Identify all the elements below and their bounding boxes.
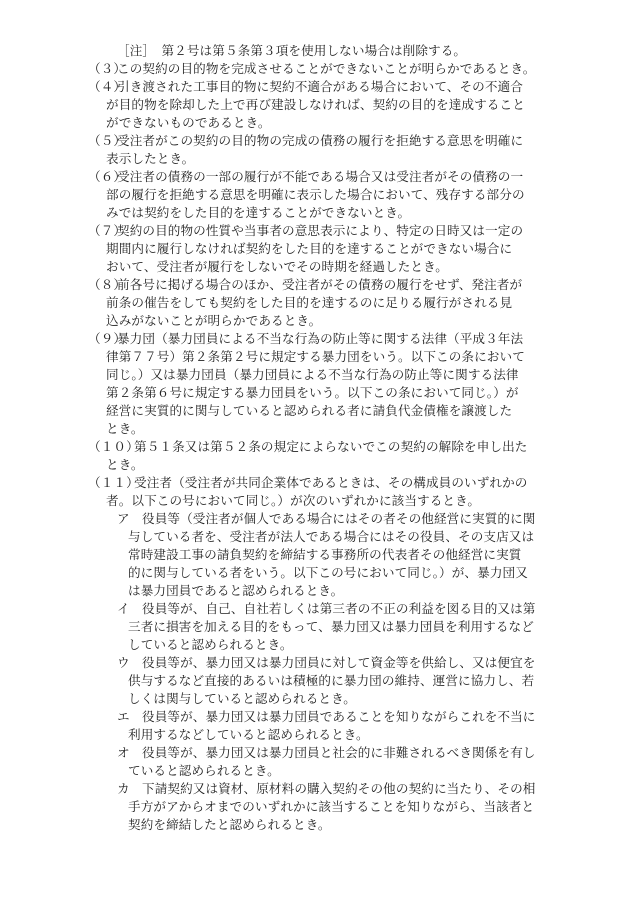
item-text: この契約の目的物を完成させることができないことが明らかであるとき。 [117,61,536,76]
subitem-text: 与している者を、受注者が法人である場合にはその役員、その支店又は [128,529,535,544]
item-text: 者。以下この号において同じ。）が次のいずれかに該当するとき。 [106,493,481,508]
item-number: （９） [88,331,127,346]
subitem-marker: カ [117,781,130,796]
subitem-text: 契約を締結したと認められるとき。 [128,817,331,832]
item-number: （６） [88,169,127,184]
subitem-text: ていると認められるとき。 [128,763,280,778]
item-number: （５） [88,133,127,148]
item-text: 律第７７号）第２条第２号に規定する暴力団をいう。以下この条において [106,349,525,364]
item-text: 部の履行を拒絶する意思を明確に表示した場合において、残存する部分の [106,187,525,202]
subitem-text: は暴力団員であると認められるとき。 [128,583,344,598]
item-text: 契約の目的物の性質や当事者の意思表示により、特定の日時又は一定の [117,223,524,238]
item-text: とき。 [106,457,144,472]
item-text: 暴力団（暴力団員による不当な行為の防止等に関する法律（平成３年法 [117,331,524,346]
item-text: 同じ。）又は暴力団員（暴力団員による不当な行為の防止等に関する法律 [106,367,519,382]
subitem-text: 役員等が、自己、自社若しくは第三者の不正の利益を図る目的又は第 [142,601,536,616]
subitem-text: 三者に損害を加える目的をもって、暴力団又は暴力団員を利用するなど [128,619,534,634]
subitem-marker: イ [117,601,130,616]
subitem-text: しくは関与していると認められるとき。 [128,691,356,706]
item-text: 経営に実質的に関与していると認められる者に請負代金債権を譲渡した [106,403,513,418]
note: ［注］ 第２号は第５条第３項を使用しない場合は削除する。 [117,43,467,58]
subitem-marker: ア [117,511,130,526]
subitem-text: 下請契約又は資材、原材料の購入契約その他の契約に当たり、その相 [142,781,536,796]
item-text: 受注者（受注者が共同企業体であるときは、その構成員のいずれかの [134,475,528,490]
subitem-text: 的に関与している者をいう。以下この号において同じ。）が、暴力団又 [128,565,528,580]
item-number: （８） [88,277,127,292]
item-text: ができないものであるとき。 [106,115,271,130]
subitem-marker: ウ [117,655,130,670]
item-number: （７） [88,223,127,238]
subitem-text: 常時建設工事の請負契約を締結する事務所の代表者その他経営に実質 [128,547,522,562]
item-text: 期間内に履行しなければ契約をした目的を達することができない場合に [106,241,513,256]
subitem-text: 利用するなどしていると認められるとき。 [128,727,369,742]
item-number: （１１） [88,475,139,490]
item-text: が目的物を除却した上で再び建設しなければ、契約の目的を達成すること [106,97,525,112]
subitem-text: していると認められるとき。 [128,637,293,652]
item-number: （４） [88,79,127,94]
item-number: （３） [88,61,127,76]
item-text: 受注者がこの契約の目的物の完成の債務の履行を拒絶する意思を明確に [117,133,524,148]
subitem-text: 供与するなど直接的あるいは積極的に暴力団の維持、運営に協力し、若 [128,673,535,688]
item-text: 前各号に掲げる場合のほか、受注者がその債務の履行をせず、発注者が [117,277,523,292]
item-text: みでは契約をした目的を達することができないとき。 [106,205,411,220]
subitem-text: 役員等が、暴力団又は暴力団員と社会的に非難されるべき関係を有し [142,745,536,760]
item-number: （１０） [88,439,139,454]
subitem-text: 手方がアからオまでのいずれかに該当することを知りながら、当該者と [128,799,535,814]
subitem-text: 役員等が、暴力団又は暴力団員に対して資金等を供給し、又は便宜を [142,655,536,670]
item-text: とき。 [106,421,144,436]
subitem-marker: エ [117,709,130,724]
item-text: 表示したとき。 [106,151,195,166]
subitem-text: 役員等が、暴力団又は暴力団員であることを知りながらこれを不当に [142,709,536,724]
item-text: 受注者の債務の一部の履行が不能である場合又は受注者がその債務の一 [117,169,524,184]
subitem-text: 役員等（受注者が個人である場合にはその者その他経営に実質的に関 [142,511,536,526]
subitem-marker: オ [117,745,130,760]
item-text: おいて、受注者が履行をしないでその時期を経過したとき。 [106,259,448,274]
item-text: 引き渡された工事目的物に契約不適合がある場合において、その不適合 [117,79,523,94]
item-text: 込みがないことが明らかであるとき。 [106,313,322,328]
item-text: 前条の催告をしても契約をした目的を達するのに足りる履行がされる見 [106,295,513,310]
item-text: 第２条第６号に規定する暴力団員をいう。以下この条において同じ。）が [106,385,519,400]
item-text: 第５１条又は第５２条の規定によらないでこの契約の解除を申し出た [134,439,528,454]
